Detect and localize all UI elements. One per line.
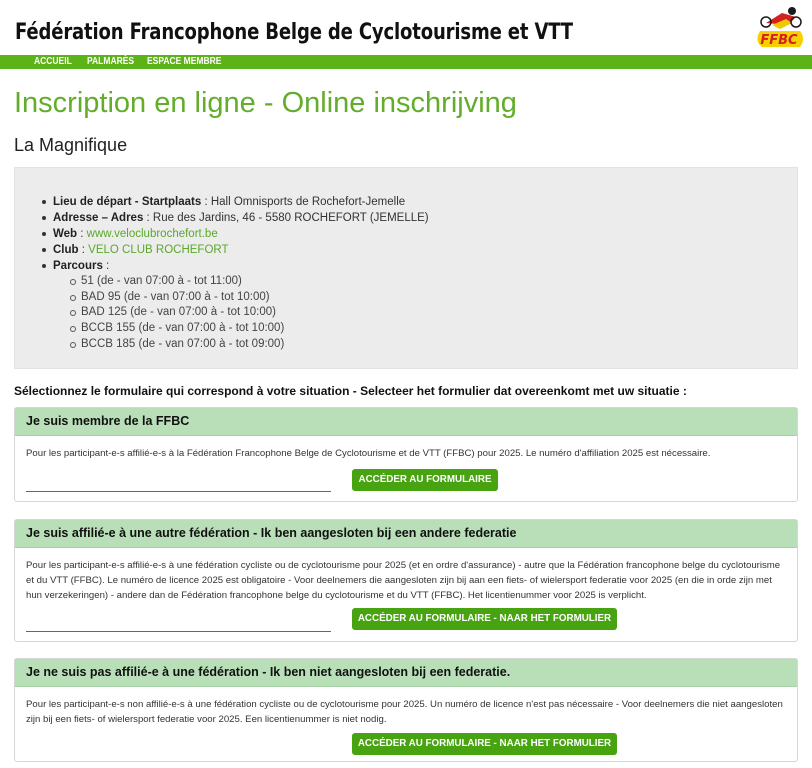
nav-accueil[interactable]: ACCUEIL <box>34 56 72 67</box>
ffbc-logo[interactable] <box>752 3 806 49</box>
info-web-link[interactable]: www.veloclubrochefort.be <box>86 228 218 240</box>
card-title: Je suis affilié-e à une autre fédération - Ik ben aangesloten bij een andere federatie <box>26 526 517 540</box>
card-description: Pour les participant-e-s affilié-e-s à la Fédération Francophone Belge de Cyclotourisme et de VTT (FFBC) pour 2025. Le numéro d'affiliation 2025 est nécessaire. <box>26 448 711 459</box>
card-title: Je suis membre de la FFBC <box>26 414 190 428</box>
event-info-box <box>14 167 798 369</box>
card-title: Je ne suis pas affilié-e à une fédération - Ik ben niet aangesloten bij een federatie. <box>26 665 511 679</box>
info-adresse-label: Adresse – Adres <box>53 212 144 224</box>
parcours-item: BAD 95 (de - van 07:00 à - tot 10:00) <box>81 290 429 306</box>
main-nav <box>0 55 812 69</box>
parcours-item: BCCB 185 (de - van 07:00 à - tot 09:00) <box>81 337 429 353</box>
event-info-list <box>53 194 429 353</box>
nav-palmares[interactable]: PALMARÈS <box>87 56 135 67</box>
card-no-federation <box>14 658 798 762</box>
info-parcours: Parcours : 51 (de - van 07:00 à - tot 11:00) BAD 95 (de - van 07:00 à - tot 10:00) BAD 125 (de - van 07:00 à - tot 10:00) BCCB 155 (de - van 07:00 à - tot 10:00) BCCB 185 (de - van 07:00 à - tot 09:00) <box>53 258 429 353</box>
info-depart-label: Lieu de départ - Startplaats <box>53 196 202 208</box>
info-club-label: Club <box>53 244 79 256</box>
parcours-item: BCCB 155 (de - van 07:00 à - tot 10:00) <box>81 321 429 337</box>
card-description: Pour les participant-e-s affilié-e-s à une fédération cycliste ou de cyclotourisme pour 2025 (et en ordre d'assurance) - autre que la Fédération francophone belge du cyclotourisme et du VTT (FFBC). Le numéro de licence 2025 est obligatoire - Voor deelnemers die aangesloten zijn bij aan een fiets- of wielersport federatie voor 2025 (en die in orde zijn met hun verzekeringen) - andere dan de Fédération francophone belge du cyclotourisme et du VTT (FFBC). Het licentienummer voor 2025 is verplicht. <box>26 560 781 601</box>
page-title: Inscription en ligne - Online inschrijving <box>14 87 517 119</box>
card-header <box>15 408 797 436</box>
select-form-instruction: Sélectionnez le formulaire qui correspond à votre situation - Selecteer het formulier dat overeenkomt met uw situatie : <box>14 384 687 398</box>
affiliation-number-input[interactable] <box>26 474 331 492</box>
event-name: La Magnifique <box>14 135 128 155</box>
access-form-button-ffbc[interactable]: ACCÉDER AU FORMULAIRE <box>352 469 498 491</box>
parcours-item: 51 (de - van 07:00 à - tot 11:00) <box>81 274 429 290</box>
parcours-item: BAD 125 (de - van 07:00 à - tot 10:00) <box>81 305 429 321</box>
info-web-label: Web <box>53 228 78 240</box>
card-other-federation <box>14 519 798 642</box>
info-club: Club : VELO CLUB ROCHEFORT <box>53 242 429 258</box>
card-header <box>15 659 797 687</box>
access-form-button-other-federation[interactable]: ACCÉDER AU FORMULAIRE - NAAR HET FORMULIER <box>352 608 617 630</box>
info-depart <box>53 194 429 210</box>
card-header <box>15 520 797 548</box>
parcours-list <box>81 274 429 353</box>
info-web: Web : www.veloclubrochefort.be <box>53 226 429 242</box>
site-title[interactable]: Fédération Francophone Belge de Cyclotourisme et VTT <box>15 20 573 45</box>
license-number-input[interactable] <box>26 614 331 632</box>
info-parcours-label: Parcours <box>53 260 103 272</box>
info-adresse-value: : Rue des Jardins, 46 - 5580 ROCHEFORT (JEMELLE) <box>143 212 429 224</box>
svg-text:FFBC: FFBC <box>760 33 798 48</box>
card-ffbc-member <box>14 407 798 502</box>
nav-espace-membre[interactable]: ESPACE MEMBRE <box>147 56 222 67</box>
card-description: Pour les participant-e-s non affilié-e-s à une fédération cycliste ou de cyclotourisme pour 2025. Un numéro de licence n'est pas nécessaire - Voor deelnemers die niet aangesloten zijn bij een fiets- of wielersport federatie voor 2025. Een licentienummer is niet nodig. <box>26 699 783 725</box>
info-club-link[interactable]: VELO CLUB ROCHEFORT <box>88 244 229 256</box>
site-header <box>0 0 812 55</box>
info-depart-value: : Hall Omnisports de Rochefort-Jemelle <box>201 196 406 208</box>
info-adresse <box>53 210 429 226</box>
access-form-button-no-federation[interactable]: ACCÉDER AU FORMULAIRE - NAAR HET FORMULIER <box>352 733 617 755</box>
